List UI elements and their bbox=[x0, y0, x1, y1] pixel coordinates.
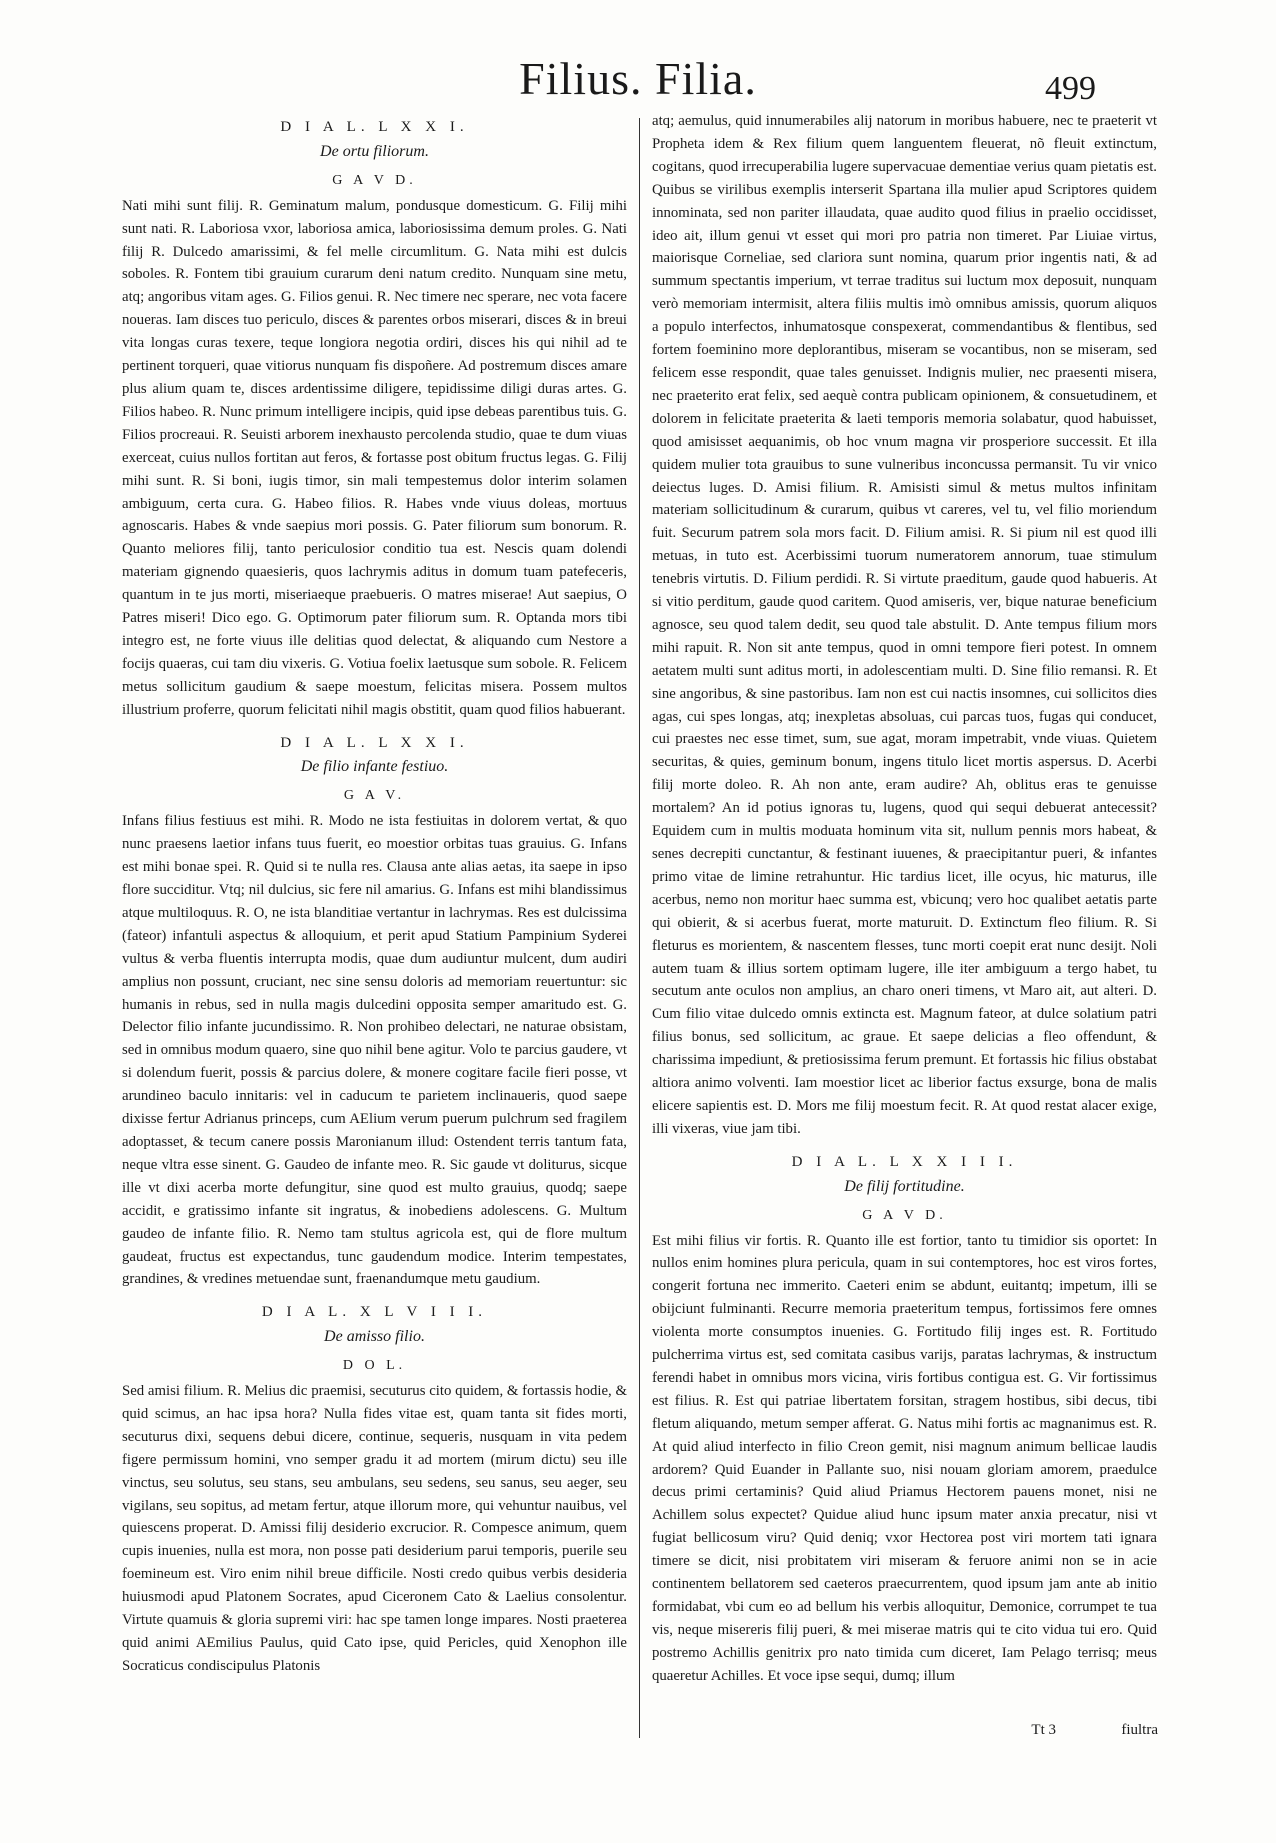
dialogue-text: Est mihi filius vir fortis. R. Quanto ille est fortior, tanto tu timidior sis oportet: In nullos enim homines plura pericula, quam in sui contemptores, hoc est viros fortes, congerit fortuna nec immerito. Caeteri enim se abdunt, euitantq; impetum, illi se obijciunt fulminanti. Recurre memoria praeteritum tempus, fortissimos fere omnes violenta morte consumptos inuenies. G. Fortitudo filij inges est. R. Fortitudo pulcherrima virtus est, sed comitata casibus varijs, paratas lachrymas, & instructum ferendi habet in omnibus mors vicina, viris fortibus contigua est. G. Vir fortissimus est filius. R. Est qui patriae libertatem forsitan, stragem hostibus, sibi decus, tibi fletum aliquando, metum semper afferat. G. Natus mihi fortis ac magnanimus est. R. At quid aliud interfecto in filio Creon gemit, nisi magnum animum bellicae laudis ardorem? Quid Euander in Pallante suo, nisi nouam gloriam amorem, praedulce decus primi certaminis? Quid aliud Priamus Hectorem pauens monet, nisi ne Achillem solus expectet? Quidue aliud hunc ipsum mater anxia precatur, nisi vt fugiat bellicosum viru? Quid deniq; vxor Hectorea post viri mortem tati ignara timere se dicit, nisi probitatem viri miseram & feruore animi non se in acie continentem bellatorem sed caeteros praecurrentem, quod ipsum jam ante ab initio formidabat, vbi cum eo ad bellum his verbis alloquitur, Demonice, corrumpet te tua vis, neque misereris filij pueri, & mei miserae matris qui te cito vidua tui ero. Quid postremo Achillis genitrix pro nato timida cum diceret, Iam Pelago terrisq; meus quaeretur Achilles. Et voce ipse sequi, dumq; illum bbox=[652, 1232, 1157, 1684]
dialogue-title: De filij fortitudine. bbox=[844, 1177, 965, 1195]
left-column bbox=[122, 110, 627, 1678]
dialogue-title: De filio infante festiuo. bbox=[300, 758, 449, 776]
dialogue-text: Nati mihi sunt filij. R. Geminatum malum, pondusque domesticum. G. Filij mihi sunt nati. R. Laboriosa vxor, laboriosa amica, laboriosissima demum proles. G. Nati filij R. Dulcedo amarissimi, & fel melle circumlitum. G. Nata mihi est dulcis soboles. R. Fontem tibi grauium curarum deni natum credito. Nunquam sine metu, atq; angoribus vitam ages. G. Filios genui. R. Nec timere nec sperare, nec vota facere noueras. Iam disces tuo periculo, disces & parentes orbos miserari, disces & in breui vita longas curas texere, teque longiora negotia ordiri, disces his qui nihil ad te pertinent torqueri, quae vitiorus nunquam fis dispoñere. Ad postremum disces amare plus alium quam te, disces ardentissime diligere, tepidissime diligi duras artes. G. Filios habeo. R. Nunc primum intelligere incipis, quid ipse debeas parentibus tuis. G. Filios procreaui. R. Seuisti arborem inexhausto percolenda studio, quae te dum viuas exerceat, cuius nullos fortitan aut feros, & fortasse post obitum fructus legas. G. Filij mihi sunt. R. Si boni, iugis timor, sin mali tempestemus dolor interim solamen ambiguum, certa cura. G. Habeo filios. R. Habes vnde viuus doleas, mortuus agnoscaris. Habes & vnde saepius mori possis. G. Pater filiorum sum bonorum. R. Quanto meliores filij, tanto periculosior conditio tua est. Nescis quam dolendi materiam gignendo quaesieris, quos lachrymis aditus in domum tuam patefeceris, quantum in te jus morti, miseriaeque praebueris. O matres miserae! Aut saepius, O Patres miseri! Dico ego. G. Optimorum pater filiorum sum. R. Optanda mors tibi integro est, ne forte viuus ille delitias quod delectat, & aliquando cum Nestore a focijs quaeras, cui tam diu vixeris. G. Votiua foelix laetusque sum sobole. R. Felicem metus sollicitum gaudium & saepe moestum, felicitas misera. Possem multos illustrium proferre, quorum felicitati nihil magis obstitit, quam quod filios habuerant. bbox=[122, 197, 627, 718]
dialogue-text: Infans filius festiuus est mihi. R. Modo ne ista festiuitas in dolorem vertat, & quo nunc praesens laetior infans tuus fuerit, eo moestior orbitas tuas grauius. G. Infans est mihi bonae spei. R. Quid si te nulla res. Clausa ante alias aetas, ita saepe in ipso flore succiditur. Vtq; nil dulcius, sic fere nil amarius. G. Infans est mihi blandissimus atque multiloquus. R. O, ne ista blanditiae vertantur in lachrymas. Res est dulcissima (fateor) infantuli aspectus & alloquium, et perit apud Statium Pampinium Syderei vultus & verba fluentis interrupta modis, quae dum audiuntur mulcent, dum audiri amplius non possunt, cruciant, nec sine sensu doloris ad memoriam reuertuntur: sic humanis in rebus, sed in nulla magis dulcedini opposita semper amaritudo est. G. Delector filio infante jucundissimo. R. Non prohibeo delectari, ne naturae obsistam, sed in omnibus modum quaero, sine quo nihil bene agitur. Volo te parcius gaudere, vt si dolendum fuerit, possis & parcius dolere, & monere cogitare facile fieri posse, vt arundineo baculo innitaris: vel in caducum te parietem inclinaueris, quod saepe dixisse fertur Adrianus princeps, cum AElium verum puerum pulchrum sed fragilem adoptasset, & tecum canere possis Maronianum illud: Ostendent terris tantum fata, neque vltra esse sinent. G. Gaudeo de infante meo. R. Sic gaude vt doliturus, sicque ille vt dixi acerba morte defungitur, sine quod est multo grauius, quodq; saepe accidit, e gratissimo infante sit ingratus, & inobediens adolescens. G. Multum gaudeo de infante filio. R. Nemo tam stultus agricola est, qui de flore multum gaudeat, fructus est expectandus, tunc gaudendum modice. Interim tempestates, grandines, & vredines metuendae sunt, fraenandumque metu gaudium. bbox=[122, 813, 627, 1288]
speaker-label: D O L. bbox=[342, 1358, 407, 1374]
dialogue-number: D I A L. L X X I. bbox=[280, 734, 469, 751]
dialogue-text: Sed amisi filium. R. Melius dic praemisi, secuturus cito quidem, & fortassis hodie, & quid scimus, an hac ipsa hora? Nulla fides vitae est, quam tanta sit fides morti, secuturus dixi, sequens debui dicere, continue, sequeris, nusquam in vita pedem figere permissum homini, vno semper gradu it ad mortem (mirum dictu) seu ille vinctus, seu solutus, seu stans, seu ambulans, seu sedens, seu sanus, seu aeger, seu vigilans, seu sopitus, ad metam fertur, atque illorum more, qui vehuntur nauibus, vel quiescens properat. D. Amissi filij desiderio excrucior. R. Compesce animum, quem cupis inuenies, nulla est mora, non posse pati desiderium parui temporis, puerile seu foemineum est. Viro enim nihil breue difficile. Nosti credo quibus verbis desideria huiusmodi apud Platonem Socrates, apud Ciceronem Cato & Laelius consolentur. Virtute quamuis & gloria supremi viri: hac spe tamen longe impares. Nosti praeterea quid animi AEmilius Paulus, quid Cato ipse, quid Pericles, quid Xenophon ille Socraticus condiscipulus Platonis bbox=[122, 1383, 627, 1674]
dialogue-number: D I A L. L X X I. bbox=[280, 119, 469, 135]
signature-mark: Tt 3 bbox=[1031, 1722, 1056, 1738]
dialogue-number: D I A L. X L V I I I. bbox=[261, 1304, 488, 1321]
speaker-label: G A V D. bbox=[332, 172, 417, 188]
dialogue-title: De ortu filiorum. bbox=[320, 142, 429, 160]
right-column bbox=[652, 110, 1157, 1688]
page-number: 499 bbox=[1045, 70, 1096, 107]
speaker-label: G A V. bbox=[343, 788, 406, 804]
speaker-label: G A V D. bbox=[862, 1207, 947, 1223]
column-divider bbox=[639, 118, 640, 1738]
dialogue-number: D I A L. L X X I I I. bbox=[791, 1153, 1018, 1170]
dialogue-text: atq; aemulus, quid innumerabiles alij natorum in moribus habuere, nec te praeterit vt Propheta idem & Rex filium quem languentem fleuerat, nõ fleuit extinctum, cogitans, quod irrecuperabilia lugere supervacuae dementiae verius quam pietatis est. Quibus se virilibus exemplis interserit Spartana illa mulier apud Scriptores quidem innominata, sed non pariter illaudata, quae audito quod filius in praelio occidisset, ideo ait, illum genui vt esset qui mori pro patria non timeret. Par Liuiae virtus, maiorisque Corneliae, sed clariora sunt nomina, quarum prior ingentis nati, & ad summum spectantis imperium, vt terrae traditus sui luctum mox deposuit, nunquam verò memoriam intermisit, altera filiis multis imò omnibus amissis, quorum aliquos a populo interfectos, inhumatosque conspexerat, commendantibus & flentibus, sed fortem foeminino more deplorantibus, miseram se vocantibus, non se miseram, sed felicem esse respondit, quae tales genuisset. Indignis mulier, nec praesenti misera, nec praeterito erat felix, sed aequè contra publicam opinionem, & consuetudinem, et dolorem in felicitate praeterita & laeti temporis memoria solabatur, quod habuisset, quod amisisset aequanimis, ob hoc vnum magna vir prosperiore successit. Et illa quidem mulier tota grauibus to sune vulneribus inconcussa permansit. Tu vir vnico deiectus luges. D. Amisi filium. R. Amisisti simul & metus multos infinitam materiam sollicitudinum & curarum, quibus vt careres, vel tu, vel filio moriendum fuit. Securum patrem sola mors facit. D. Filium amisi. R. Si pium nil est quod illi metuas, in tuto est. Acerbissimi tuorum numeratorem annorum, tuae stimulum tenebris virtutis. D. Filium perdidi. R. Si virtute praeditum, gaude quod habueris. At si vitio perditum, gaude quod caritem. Quod amiseris, ver, bique naturae beneficium agnosce, seu quod talem dedit, seu quod tale abstulit. D. Ante tempus filium mors mihi rapuit. R. Non sit ante tempus, quod in omni tempore fieri potest. In omnem aetatem multi sunt aditus morti, in adolescentiam multi. D. Sine filio remansi. R. Et sine angoribus, & sine pastoribus. Iam non est cui nactis insomnes, cui sollicitos dies agas, cui spes longas, atq; inexpletas absoluas, cui parcas tuos, fugas qui conducet, cui praestes nec esse timet, sum, sue agat, moram impetrabit, vnde viuas. Quietem securitas, & quies, geminum bonum, ingens titulo licet mortis aspersus. D. Acerbi filij morte doleo. R. Ah non ante, eram audire? Ah, oblitus eras te genuisse mortalem? An id potius ignoras tu, lugens, quod qui sequi debuerat antecessit? Equidem cum in multis moduata hominum vita sit, nullum pennis mors habeat, & senes decrepiti cunctantur, & festinant iuuenes, & praecipitantur pueri, & infantes primo vitae de limine retrahuntur. Hic tardius licet, ille ocyus, hic maturus, ille acerbus, nemo non moritur haec summa est, vbicunq; vero hoc qualibet aetatis parte qui obierit, & si acerbus fuerat, morte maturuit. D. Extinctum fleo filium. R. Si fleturus es morientem, & nascentem flesses, tunc morti coepit erat nunc desijt. Noli autem tuam & illius sortem optimam lugere, ille iter ambiguum a tergo habet, tu secutum ante oculos non amplius, an charo oneri timens, vt Maro ait, aut alteri. D. Cum filio vitae dulcedo omnis extincta est. Magnum fateor, at dulce solatium patri filius bonus, sed sollicitum, ac graue. Et saepe delicias a fleo offendunt, & charissima impediunt, & pretiosissima ferum premunt. Et fortassis hic filius obstabat altiora animo volventi. Iam moestior licet ac liberior factus exsurge, bona de malis elicere sapientis est. D. Mors me filij moestum fecit. R. At quod restat alacer exige, illi vixeras, viue jam tibi. bbox=[652, 113, 1157, 1137]
dialogue-title: De amisso filio. bbox=[324, 1328, 425, 1346]
running-title: Filius. Filia. bbox=[519, 53, 757, 104]
catchword: fiultra bbox=[1121, 1722, 1158, 1738]
